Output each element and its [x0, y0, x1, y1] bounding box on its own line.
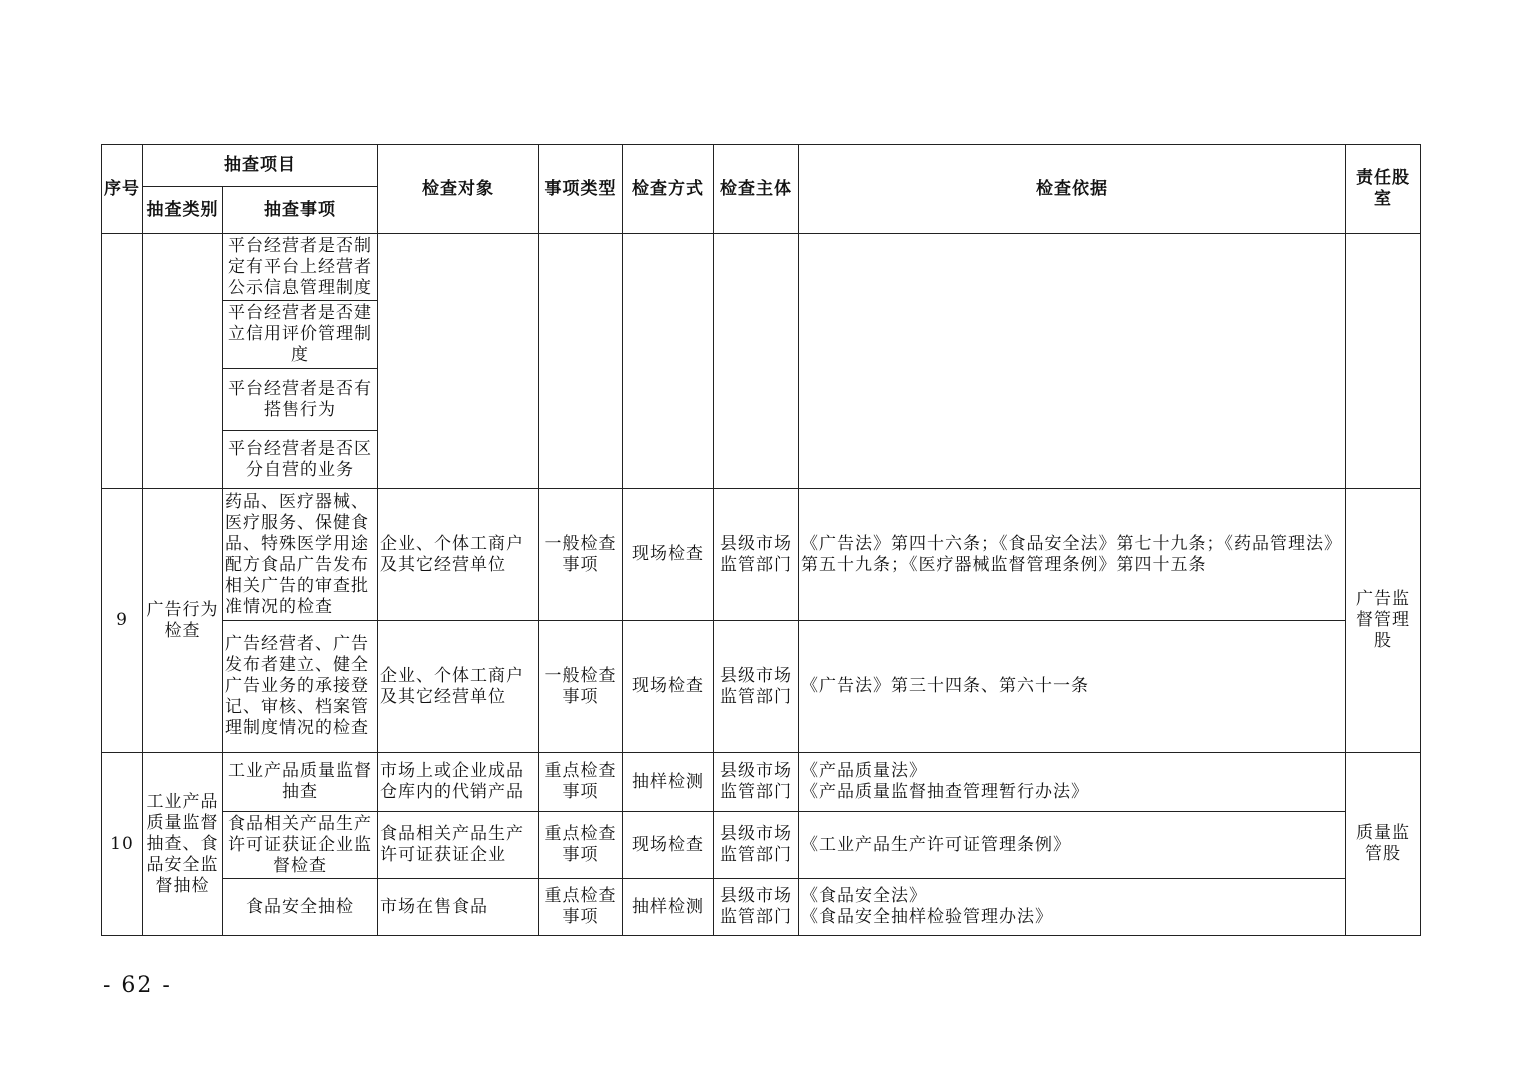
table-row — [102, 621, 1421, 753]
row-target: 市场上或企业成品仓库内的代销产品 — [378, 753, 539, 812]
inspection-table — [101, 144, 1421, 936]
row-method: 现场检查 — [623, 489, 714, 621]
header-seq: 序号 — [102, 145, 143, 234]
row-dept: 质量监管股 — [1346, 753, 1421, 936]
table-row — [102, 812, 1421, 879]
row-basis: 《产品质量法》 《产品质量监督抽查管理暂行办法》 — [799, 753, 1346, 812]
table-row — [102, 753, 1421, 812]
header-basis: 检查依据 — [799, 145, 1346, 234]
cont-matter: 平台经营者是否有搭售行为 — [223, 369, 378, 431]
table-row — [102, 234, 1421, 301]
cont-matter: 平台经营者是否制定有平台上经营者公示信息管理制度 — [223, 234, 378, 301]
row-type: 重点检查事项 — [539, 812, 623, 879]
row-category: 工业产品质量监督抽查、食品安全监督抽检 — [143, 753, 223, 936]
header-method: 检查方式 — [623, 145, 714, 234]
cont-method-cell — [623, 234, 714, 489]
row-target: 企业、个体工商户及其它经营单位 — [378, 621, 539, 753]
cont-basis-cell — [799, 234, 1346, 489]
row-matter: 食品安全抽检 — [223, 879, 378, 936]
row-seq: 10 — [102, 753, 143, 936]
row-category: 广告行为检查 — [143, 489, 223, 753]
row-matter: 广告经营者、广告发布者建立、健全广告业务的承接登记、审核、档案管理制度情况的检查 — [223, 621, 378, 753]
row-type: 重点检查事项 — [539, 753, 623, 812]
row-type: 一般检查事项 — [539, 489, 623, 621]
row-dept: 广告监督管理股 — [1346, 489, 1421, 753]
row-subject: 县级市场监管部门 — [714, 489, 799, 621]
row-basis: 《广告法》第四十六条；《食品安全法》第七十九条；《药品管理法》第五十九条；《医疗器械监督管理条例》第四十五条 — [799, 489, 1346, 621]
header-dept: 责任股室 — [1346, 145, 1421, 234]
row-subject: 县级市场监管部门 — [714, 621, 799, 753]
row-basis: 《工业产品生产许可证管理条例》 — [799, 812, 1346, 879]
page-number: - 62 - — [103, 973, 172, 998]
row-method: 抽样检测 — [623, 879, 714, 936]
row-matter: 药品、医疗器械、医疗服务、保健食品、特殊医学用途配方食品广告发布相关广告的审查批准情况的检查 — [223, 489, 378, 621]
cont-matter: 平台经营者是否建立信用评价管理制度 — [223, 301, 378, 369]
row-type: 一般检查事项 — [539, 621, 623, 753]
row-type: 重点检查事项 — [539, 879, 623, 936]
row-matter: 工业产品质量监督抽查 — [223, 753, 378, 812]
header-category: 抽查类别 — [143, 187, 223, 234]
row-subject: 县级市场监管部门 — [714, 812, 799, 879]
cont-category-cell — [143, 234, 223, 489]
row-method: 现场检查 — [623, 812, 714, 879]
header-target: 检查对象 — [378, 145, 539, 234]
header-matter: 抽查事项 — [223, 187, 378, 234]
cont-target-cell — [378, 234, 539, 489]
row-target: 企业、个体工商户及其它经营单位 — [378, 489, 539, 621]
row-method: 现场检查 — [623, 621, 714, 753]
row-method: 抽样检测 — [623, 753, 714, 812]
row-subject: 县级市场监管部门 — [714, 753, 799, 812]
row-matter: 食品相关产品生产许可证获证企业监督检查 — [223, 812, 378, 879]
row-basis: 《食品安全法》 《食品安全抽样检验管理办法》 — [799, 879, 1346, 936]
header-item-group: 抽查项目 — [143, 145, 378, 187]
cont-type-cell — [539, 234, 623, 489]
table-row — [102, 489, 1421, 621]
row-subject: 县级市场监管部门 — [714, 879, 799, 936]
cont-subject-cell — [714, 234, 799, 489]
header-type: 事项类型 — [539, 145, 623, 234]
row-target: 食品相关产品生产许可证获证企业 — [378, 812, 539, 879]
cont-seq-cell — [102, 234, 143, 489]
row-seq: 9 — [102, 489, 143, 753]
header-subject: 检查主体 — [714, 145, 799, 234]
row-target: 市场在售食品 — [378, 879, 539, 936]
cont-dept-cell — [1346, 234, 1421, 489]
row-basis: 《广告法》第三十四条、第六十一条 — [799, 621, 1346, 753]
cont-matter: 平台经营者是否区分自营的业务 — [223, 431, 378, 489]
table-row — [102, 879, 1421, 936]
